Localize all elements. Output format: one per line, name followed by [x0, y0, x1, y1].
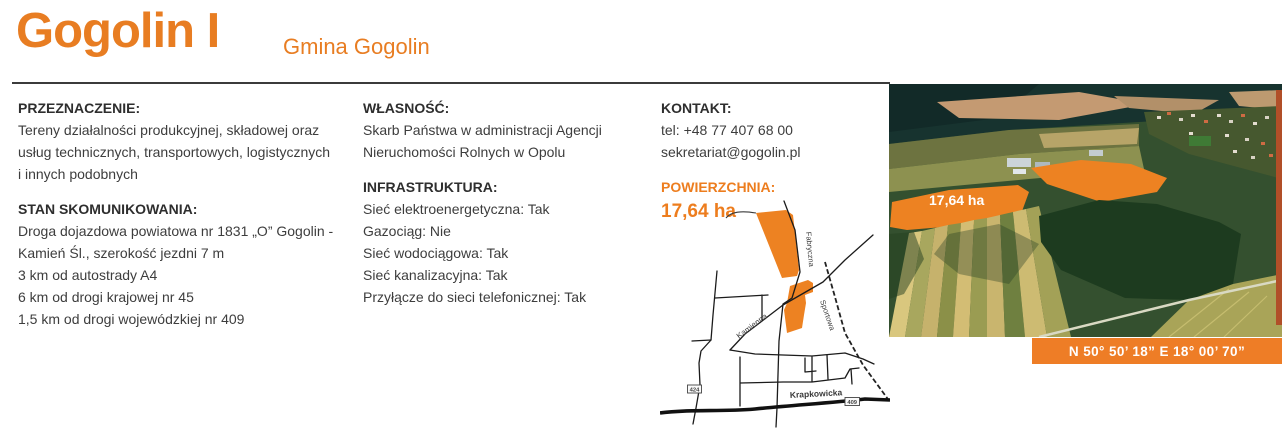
road-sportowa-dashed [825, 262, 890, 402]
section-heading: INFRASTRUKTURA: [363, 179, 498, 195]
location-map [660, 195, 890, 431]
badge-number: 424 [689, 387, 700, 394]
section-heading: KONTAKT: [661, 100, 732, 116]
body-line: 1,5 km od drogi wojewódzkiej nr 409 [18, 311, 245, 327]
location-map-svg [660, 195, 890, 431]
body-line: Sieć wodociągowa: Tak [363, 245, 509, 261]
road-branch [692, 340, 711, 341]
sports-field [1189, 136, 1211, 146]
section-przeznaczenie [18, 97, 358, 185]
body-line: Kamień Śl., szerokość jezdni 7 m [18, 245, 225, 261]
page-subtitle: Gmina Gogolin [283, 34, 430, 59]
body-line: Przyłącze do sieci telefonicznej: Tak [363, 289, 587, 305]
column-przeznaczenie [18, 97, 358, 330]
street-label-krapkowicka: Krapkowicka [789, 387, 843, 400]
street-label-sportowa: Sportowa [818, 298, 837, 332]
header-divider [12, 82, 890, 84]
section-heading: POWIERZCHNIA: [661, 179, 776, 195]
aerial-photo [889, 84, 1282, 337]
street-label-kamienna: Kamienna [734, 311, 769, 341]
body-line: Sieć elektroenergetyczna: Tak [363, 201, 550, 217]
section-wlasnosc [363, 97, 663, 163]
badge-number: 409 [847, 399, 858, 406]
email-line: sekretariat@gogolin.pl [661, 144, 801, 160]
aerial-photo-svg [889, 84, 1282, 337]
plot-polygon-north [756, 210, 799, 278]
section-kontakt [661, 97, 901, 163]
road-horizontal [730, 350, 874, 364]
road-badge-424 [688, 385, 702, 393]
body-line: Skarb Państwa w administracji Agencji [363, 122, 602, 138]
body-line: Droga dojazdowa powiatowa nr 1831 „O” Gogolin - [18, 223, 334, 239]
page-title: Gogolin I [16, 4, 220, 58]
red-field-strip [1276, 90, 1282, 325]
road-badge-409 [845, 398, 860, 406]
section-infrastruktura [363, 176, 663, 308]
body-line: Tereny działalności produkcyjnej, składowej oraz [18, 122, 320, 138]
photo-area-label: 17,64 ha [929, 192, 985, 208]
street-label-fabryczna: Fabryczna [804, 231, 817, 268]
plot-polygon-south [784, 280, 813, 333]
body-line: 3 km od autostrady A4 [18, 267, 158, 283]
leader-line [726, 212, 756, 218]
body-line: usług technicznych, transportowych, logistycznych [18, 144, 331, 160]
area-value: 17,64 ha [661, 201, 736, 222]
section-heading: STAN SKOMUNIKOWANIA: [18, 201, 198, 217]
column-wlasnosc [363, 97, 663, 308]
section-heading: WŁASNOŚĆ: [363, 100, 450, 116]
road-west [693, 271, 717, 424]
phone-line: tel: +48 77 407 68 00 [661, 122, 793, 138]
body-line: Sieć kanalizacyjna: Tak [363, 267, 508, 283]
section-stan-skomunikowania [18, 198, 358, 330]
section-heading: PRZEZNACZENIE: [18, 100, 141, 116]
body-line: Gazociąg: Nie [363, 223, 451, 239]
coordinates-bar: N 50° 50’ 18” E 18° 00’ 70” [1032, 338, 1282, 364]
body-line: Nieruchomości Rolnych w Opolu [363, 144, 566, 160]
body-line: 6 km od drogi krajowej nr 45 [18, 289, 194, 305]
body-line: i innych podobnych [18, 166, 138, 182]
